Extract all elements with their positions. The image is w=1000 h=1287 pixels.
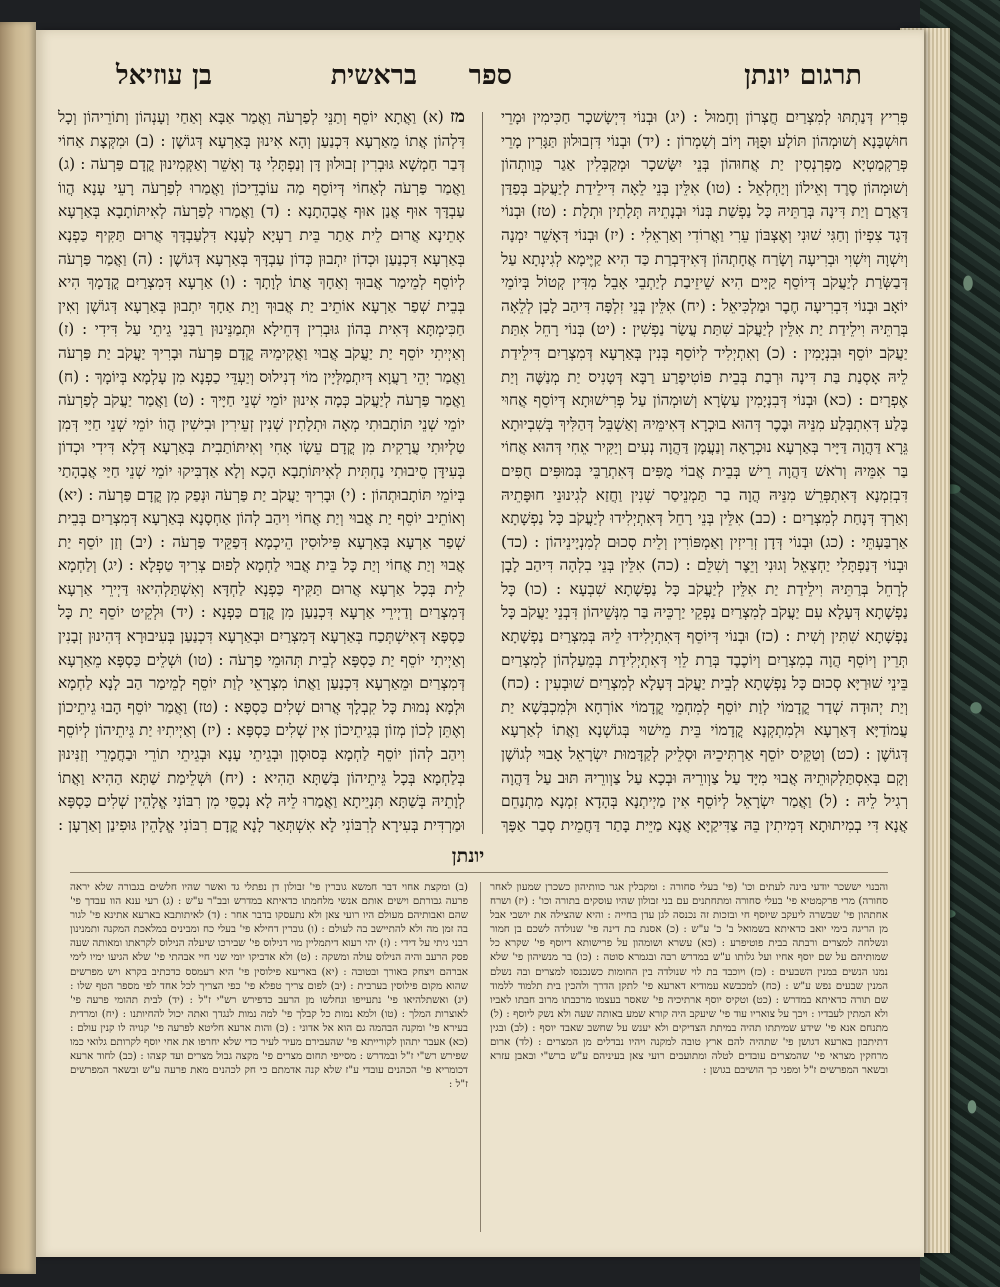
commentary-left-column bbox=[70, 880, 468, 1235]
commentary-header: יונתן bbox=[451, 845, 485, 867]
header-book-name: בראשית bbox=[330, 60, 417, 91]
commentary-left-paragraph: (ב) ומקצת אחוי דבר חמשא גוברין פי' זבולון דן נפתלי גד ואשר שהיו חלשים בגבורה שלא יראה פרעה גבורתם וישים אותם אנשי מלחמתו כדאיתא במדרש ובב"ר ע"ש : (ג) רעי ענא הוו עבדך פי' שהם ואבותיהם מעולם היו רועי צאן ולא נתעסקו בדבר אחר : (ד) לאיתותבא בארעא אתינא פי' לגור בה זמן מה ולא להתיישב בה לעולם : (ו) גוברין דחילא פי' בעלי כח ומבינים במלאכת המקנה ותמנינון רבני גיתי על דידי : (ז) יהי רעוא דיתמליין מוי דנילוס פי' שבירכו שיעלה הנילוס לקראתו ומאותה שעה פסק הרעב והיה הנילוס עולה ומשקה : (ט) ולא אדביקו יומי שני חיי אבהתי פי' שלא הגיעו ימיו לימי אברהם ויצחק באורך ובטובה : (יא) באריעא פילוסין פי' היא רעמסס כדכתיב בקרא ויש מפרשים שהוא מקום פילוסין בערבית : (יב) לפום צריך טפלא פי' כפי הצריך לכל אחד לפי מספר הטף שלו : (יג) ואשתלהיאו פי' נתעייפו ונחלשו מן הרעב כדפירש רש"י ז"ל : (יד) לבית תהומי פרעה פי' לאוצרות המלך : (טו) ולמא נמות כל קבלך פי' למה נמות לנגדך ואתה יכול להחיותנו : (יח) ומרדית בעירא פי' ומקנה הבהמה גם הוא אל אדוני : (כ) והות ארעא חליטא לפרעה פי' קנויה לו קנין עולם : (כא) אעבר יתהון לקורייתא פי' שהעבירם מעיר לעיר כדי שלא יחרפו את אחי יוסף לקרותם גלואי כמו שפירש רש"י ז"ל ובמדרש : מסייפי תחום מצרים פי' מקצה גבול מצרים ועד קצהו : (כב) לחוד ארעא דכומריא פי' הכהנים עובדי ע"ז שלא קנה אדמתם כי חק לכהנים מאת פרעה ע"ש ובשאר המפרשים ז"ל : bbox=[70, 881, 468, 1091]
right-text-column bbox=[501, 106, 908, 838]
commentary-rule bbox=[70, 872, 888, 873]
main-text-columns bbox=[58, 106, 908, 838]
header-sefer: ספר bbox=[468, 60, 512, 91]
right-column-paragraph: פְּרִיץ דְּנַתְתּוּ לְמִצְרַיִם חֲצְרוֹן וְחָמוּל : (יג) וּבְנוֹי דִּיְשָׂשכָר חַכִּימִין וּמָרֵי חוּשְׁבָּנָא וְשׁוּמְהוֹן תּוֹלָע וּפֻוָּה וְיוֹב וְשִׁמְרוֹן : (יד) וּבְנוֹי דִּזְבוּלוּן תַּגָּרִין מָרֵי פְּרַקְמַטְיָא מַפְרְנְסִין יַת אֲחוּהוֹן בְּנֵי יִשָּׂשכָר וּמְקַבְּלִין אַגַר כְּוַותְהוֹן וְשׁוּמְהוֹן סֶרֶד וְאֵילוֹן וְיַחְלְאֵל : (טו) אִלֵּין בְּנֵי לֵאָה דִּילֵידַת לְיַעֲקֹב בְּפַדַּן דַּאֲרָם וְיַת דִּינָה בְּרַתֵּיהּ כָּל נַפְשַׁת בְּנוֹי וּבְנָתֵיהּ תְּלָתִין וּתְלָת : (טז) וּבְנוֹי דְּגָד צִפְיוֹן וְחַגִּי שׁוּנִי וְאֶצְבּוֹן עֵרִי וַאֲרוֹדִי וְאַרְאֵלִי : (יז) וּבְנוֹי דְּאָשֵׁר יִמְנָה וְיִשְׁוָה וְיִשְׁוִי וּבְרִיעָה וְשָׂרַח אֲחָתְהוֹן דְּאִידְּבְרַת כַּד הִיא קַיֶּימָא לְגִינְתָא עַל דְּבַשְּׂרַת לְיַעֲקֹב דְּיוֹסֵף קַיָּים הִיא שֵׁיזֵיבַת לְיַתְבֵי אָבֵל מִדִּין קְטוֹל בְּיוֹמֵי יוֹאָב וּבְנוֹי דִּבְרִיעָה חֶבֶר וּמַלְכִּיאֵל : (יח) אִלֵּין בְּנֵי זִלְפָּה דִּיהַב לָבָן לְלֵאָה בְּרַתֵּיהּ וִילֵידַת יַת אִלֵּין לְיַעֲקֹב שִׁתַּת עֲשַׂר נַפְשִׁין : (יט) בְּנוֹי רָחֵל אִתַּת יַעֲקֹב יוֹסֵף וּבִנְיָמִין : (כ) וְאִתְיְלִיד לְיוֹסֵף בְּנִין בְּאַרְעָא דְּמִצְרַיִם דִּילֵידַת לֵיהּ אָסְנַת בַּת דִּינָה וּרְבַת בְּבֵית פּוֹטִיפֶרַע רַבָּא דְּטָנִיס יַת מְנַשֶּׁה וְיַת אֶפְרָיִם : (כא) וּבְנוֹי דְּבִנְיָמִין עַשְׂרָא וְשׁוּמְהוֹן עַל פְּרִישׁוּתָא דְּיוֹסֵף אֲחוּי בֶּלַע דְּאִתְבְּלַע מִנֵּיהּ וּבֶכֶר דְּהוּא בוּכְרָא דְּאִימֵּיהּ וְאַשְׁבֵּל דְּהַלִּיךְ בְּשִׁבְיוּתָא גֵּרָא דַּהֲוָה דַּיָּיר בְּאַרְעָא נוּכְרָאָה וְנַעֲמָן דַּהֲוָה נְעִים וְיַקִּיר אֵחִי דְּהוּא אֲחוֹי בַּר אִמֵּיהּ וְרֹאשׁ דַּהֲוָה רֵישׁ בְּבֵית אֲבוֹי מֻפִּים דְּאִתְרַבֵּי בְּמוּפִּים חֻפִּים דִּבְזִמְנָא דְּאִתְפְּרֵשׁ מִנֵּיהּ הֲוָה בַר תַּמְנֵיסַר שְׁנִין וַחֲזַא לְגִינוּנֵי חוּפָּתֵיהּ וְאַרְדְּ דְּנָחַת לְמִצְרַיִם : (כב) אִלֵּין בְּנֵי רָחֵל דְּאִתְיְלִידוּ לְיַעֲקֹב כָּל נַפְשָׁתָא אַרְבַּעְתֵּי : (כג) וּבְנוֹי דְּדָן זְרִיזִין וְאַמְפּוֹרִין וְלֵית סְכוּם לְמִנְיָינֵיהוֹן : (כד) וּבְנוֹי דְּנַפְתָּלִי יַחְצְאֵל וְגוּנִי וְיֵצֶר וְשִׁלֵּם : (כה) אִלֵּין בְּנֵי בִלְהָה דִּיהַב לָבָן לְרָחֵל בְּרַתֵּיהּ וִילֵידַת יַת אִלֵּין לְיַעֲקֹב כָּל נַפְשָׁתָא שִׁבְעָא : (כו) כָּל נַפְשָׁתָא דְּעָלָא עִם יַעֲקֹב לְמִצְרַיִם נַפְקֵי יַרְכֵּיהּ בַּר מִנְּשֵׁיהוֹן דִּבְנֵי יַעֲקֹב כָּל נַפְשָׁתָא שִׁתִּין וְשִׁית : (כז) וּבְנוֹי דְּיוֹסֵף דְּאִתְיְלִידוּ לֵיהּ בְּמִצְרַיִם נַפְשָׁתָא תְּרֵין וְיוֹסֵף הֲוָה בְמִצְרַיִם וְיוֹכֶבֶד בְּרַת לֵוִי דְּאִתְיְלִידַת בְּמֵעַלְהוֹן לְמִצְרַיִם בֵּינֵי שׁוּרַיָּא סְכוּם כָּל נַפְשָׁתָא לְבֵית יַעֲקֹב דְּעָלָא לְמִצְרַיִם שׁוּבְעִין : (כח) וְיַת יְהוּדָה שְׁדַר קֳדָמוֹי לְוַת יוֹסֵף לְמִחְמֵי קֳדָמוֹי אוֹרְחָא וּלְמִכְבְּשָׁא יַת עֲמוֹדַיָּא דְּאַרְעָא וּלְמִתְקְנָא קֳדָמוֹי בֵּית מֵישׁוּי בְּגוֹשְׁנָא וַאֲתוֹ לְאַרְעָא דְּגוֹשֶׁן : (כט) וְטַקֵּיס יוֹסֵף אַרְתִּיכֵיהּ וּסְלֵיק לְקַדָּמוּת יִשְׂרָאֵל אָבוּי לְגוֹשֶׁן וְקָם בְּאִסְתַּלְקוּתֵיהּ אֲבוּי מִיָּד עַל צַוְורֵיהּ וּבְכָא עַל צַוְורֵיהּ תּוּב עַל דַּהֲוָה רְגִיל לֵיהּ : (ל) וַאֲמַר יִשְׂרָאֵל לְיוֹסֵף אִין מַיְיתְנָא בְּהָדָא זִמְנָא מִתְנַחֵם אֲנָא דִּי בְמִיתוּתָא דְּמִיתִין בֵּהּ צַדִּיקַיָּא אֲנָא מַיֵּית בָּתַר דַּחֲמֵית סְבַר אַפָּךְ bbox=[501, 108, 908, 834]
commentary-right-column bbox=[490, 880, 888, 1235]
running-header bbox=[56, 60, 902, 104]
left-column-text: (א) וַאֲתָא יוֹסֵף וְתַנֵּי לְפַרְעֹה וַאֲמַר אַבָּא וְאַחַי וְעָנְהוֹן וְתוֹרֵיהוֹן וְכָל דִּלְהוֹן אֲתוֹ מֵאַרְעָא דִּכְנַעַן וְהָא אִינוּן בְּאַרְעָא דְּגוֹשֶׁן : (ב) וּמִקְּצָת אַחוֹי דְּבַר חַמְשָׁא גּוּבְרִין זְבוּלוּן דָּן וְנַפְתָּלִי גָּד וְאָשֵׁר וְאַקְּמִינוּן קֳדָם פַּרְעֹה : (ג) וַאֲמַר פַּרְעֹה לְאַחוֹי דְּיוֹסֵף מַה עוֹבָדֵיכוֹן וַאֲמַרוּ לְפַרְעֹה רָעֵי עָנָא הֲווֹ עַבְדָּךְ אוּף אֲנַן אוּף אֲבָהָתָנָא : (ד) וַאֲמַרוּ לְפַרְעֹה לְאִיתּוֹתָבָא בְּאַרְעָא אָתֵינָא אֲרוּם לֵית אַתַר בֵּית רַעְיָא לְעָנָא דִּלְעַבְדָּךְ אֲרוּם תַּקִּיף כַּפְנָא בְּאַרְעָא דִּכְנַעַן וּכְדוֹן יִתְבוּן כְּדוֹן עַבְדָּךְ בְּאַרְעָא דְּגוֹשֶׁן : (ה) וַאֲמַר פַּרְעֹה לְיוֹסֵף לְמֵימַר אֲבוּךְ וְאַחָךְ אֲתוֹ לְוָתָךְ : (ו) אַרְעָא דְּמִצְרַיִם קֳדָמָךְ הִיא בְּבֵית שְׁפַר אַרְעָא אוֹתֵיב יַת אֲבוּךְ וְיַת אַחָךְ יִתְבוּן בְּאַרְעָא דְּגוֹשֶׁן וְאִין חַכִּימְתָּא דְּאִית בְּהוֹן גּוּבְרִין דְּחֵילָא וּתְמַנֵּינוּן רַבָּנֵי גֵיתֵי עַל דִּידִי : (ז) וְאַיְיתִי יוֹסֵף יַת יַעֲקֹב אֲבוּי וַאֲקִימֵיהּ קֳדָם פַּרְעֹה וּבָרִיךְ יַעֲקֹב יַת פַּרְעֹה וַאֲמַר יְהֵי רַעֲוָא דְּיִתְמַלְּיָין מוֹי דְנִילוּס וְיַעְדֵּי כַפְנָא מִן עָלְמָא בְּיוֹמָךְ : (ח) וַאֲמַר פַּרְעֹה לְיַעֲקֹב כְּמָה אִינוּן יוֹמֵי שְׁנֵי חַיָּיךְ : (ט) וַאֲמַר יַעֲקֹב לְפַרְעֹה יוֹמֵי שְׁנֵי תּוֹתָבוּתִי מְאָה וּתְלָתִין שְׁנִין זְעֵירִין וּבִישִׁין הֲווֹ יוֹמֵי שְׁנֵי חַיַּי דְּמִן טַלְיוּתִי עֲרָקִית מִן קֳדָם עֵשָׂו אָחִי וְאִיתּוֹתַבִית בְּאַרְעָא דְּלָא דִּידִי וּכְדוֹן בְּעִידָּן סֵיבוּתִי נַחְתִּית לְאִיתּוֹתָבָא הָכָא וְלָא אַדְבִּיקוּ יוֹמֵי שְׁנֵי חַיַּי אֲבָהָתַי בְּיוֹמֵי תּוֹתָבוּתְהוֹן : (י) וּבָרִיךְ יַעֲקֹב יַת פַּרְעֹה וּנְפַק מִן קֳדָם פַּרְעֹה : (יא) וְאוֹתֵיב יוֹסֵף יַת אֲבוּי וְיַת אֲחוֹי וִיהַב לְהוֹן אַחְסָנָא בְּאַרְעָא דְּמִצְרַיִם בְּבֵית שְׁפַר אַרְעָא בְּאַרְעָא פִּילוּסִין הֵיכְמָא דְּפַקֵּיד פַּרְעֹה : (יב) וְזַן יוֹסֵף יַת אֲבוּי וְיַת אֲחוֹי וְיַת כָּל בֵּית אֲבוּי לַחְמָא לְפוּם צְרִיךְ טַפְלָא : (יג) וְלַחְמָא לֵית בְּכָל אַרְעָא אֲרוּם תַּקִּיף כַּפְנָא לַחְדָּא וְאִשְׁתַּלְהִיאוּ דַּיְירֵי אַרְעָא דְּמִצְרַיִם וְדַיְירֵי אַרְעָא דִּכְנַעַן מִן קֳדָם כַּפְנָא : (יד) וּלְקֵיט יוֹסֵף יַת כָּל כַּסְפָּא דְּאִישְׁתְּכַח בְּאַרְעָא דְּמִצְרַיִם וּבְאַרְעָא דִּכְנַעַן בְּעִיבוּרָא דְּהִינוּן זְבָנִין וְאַיְיתִי יוֹסֵף יַת כַּסְפָּא לְבֵית תְּהוּמֵי פַרְעֹה : (טו) וּשְׁלֵים כַּסְפָּא מֵאַרְעָא דְּמִצְרַיִם וּמֵאַרְעָא דִּכְנַעַן וַאֲתוֹ מִצְרָאֵי לְוַת יוֹסֵף לְמֵימַר הַב לָנָא לַחְמָא וּלְמָא נְמוּת כָּל קִבְלָךְ אֲרוּם שְׁלִים כַּסְפָּא : (טז) וַאֲמַר יוֹסֵף הָבוּ גֵיתֵיכוֹן וְאֶתֵּן לְכוֹן מְזוֹן בְּגֵיתֵיכוֹן אִין שְׁלִים כַּסְפָּא : (יז) וְאַיְיתִיוּ יַת גֵּיתֵיהוֹן לְיוֹסֵף וִיהַב לְהוֹן יוֹסֵף לַחְמָא בְּסוּסְוָן וּבְגֵיתֵי עָנָא וּבְגֵיתֵי תוֹרֵי וּבַחֲמָרֵי וְזַנִּינוּן בְּלַחְמָא בְּכָל גֵּיתֵיהוֹן בְּשַׁתָּא הַהִיא : (יח) וּשְׁלֵימַת שַׁתָּא הַהִיא וַאֲתוֹ לְוָתֵיהּ בְּשַׁתָּא תִּנְיֵיתָא וַאֲמַרוּ לֵיהּ לָא נְכַסֵּי מִן רִבּוֹנִי אֱלָהֵין שְׁלִים כַּסְפָּא וּמַרְדִּית בְּעִירָא לְרִבּוֹנִי לָא אִשְׁתְּאַר לָנָא קֳדָם רִבּוֹנִי אֱלָהֵין גּוּפִינַן וְאַרְעָן : bbox=[58, 108, 465, 834]
commentary-divider bbox=[480, 882, 481, 1232]
left-column-paragraph bbox=[58, 106, 465, 838]
header-author: בן עוזיאל bbox=[115, 60, 212, 91]
facing-page-edge bbox=[0, 22, 36, 1274]
chapter-marker: מז bbox=[450, 107, 465, 127]
header-targum-title: תרגום יונתן bbox=[744, 60, 862, 91]
commentary-right-paragraph: והבנוי יששכר יודעי בינה לעתים וכו' (פי' בעלי סחורה : ומקבלין אגר כוותיהון כשכרן שמעון לאחר סחורה) מרי פרקמטיא פי' בעלי סחורה ומתחתנים עם בני זבולון שהיו עוסקים בתורה וכו' : (יז) ושרח אחתהון פי' שבשרה ליעקב שיוסף חי ובזכות זה נכנסה לגן עדן בחייה : והיא שהצילה את יושבי אבל מן הריגה בימי יואב כדאיתא בשמואל ב' כ' ע"ש : (כ) אסנת בת דינה פי' שנולדה לשכם בן חמור ונשלחה למצרים ורבתה בבית פוטיפרע : (כא) עשרא ושומהון על פרישותא דיוסף פי' שקרא כל שמותיהם על שם יוסף אחיו ועל גלותו ע"ש במדרש רבה ובגמרא סוטה : (כו) בר מנשיהון פי' שלא נמנו הנשים במנין השבעים : (כז) ויוכבד בת לוי שנולדה בין החומות כשנכנסו למצרים ובה נשלם המנין שבעים נפש ע"ש : (כח) למכבשא עמודיא דארעא פי' לתקן הדרך ולהכין בית תלמוד ללמוד שם תורה כדאיתא במדרש : (כט) וטקיס יוסף ארתיכיה פי' שאסר בעצמו מרכבתו מרוב חבתו לאביו ולא המתין לעבדיו : ויבך על צואריו עוד פי' שיעקב היה קורא שמע באותה שעה ולא נשק ליוסף : (ל) מתנחם אנא פי' שידע שמיתתו תהיה במיתת הצדיקים ולא יענש על שחשב שאבד יוסף : (לב) ובגין דתיתבון בארעא דגושן פי' שתהיה להם ארץ טובה למקנה ויהיו נבדלים מן המצרים : (לד) ארום מרחקין מצראי פי' שהמצרים עובדים לטלה ומתועבים רועי צאן בעיניהם ע"ש ברש"י ובאבן עזרא ובשאר המפרשים ז"ל ומפני כך הושיבם בגושן : bbox=[490, 881, 888, 1077]
commentary-section bbox=[70, 880, 888, 1235]
book-page bbox=[36, 30, 924, 1257]
left-text-column bbox=[58, 106, 465, 838]
column-divider bbox=[482, 112, 483, 834]
